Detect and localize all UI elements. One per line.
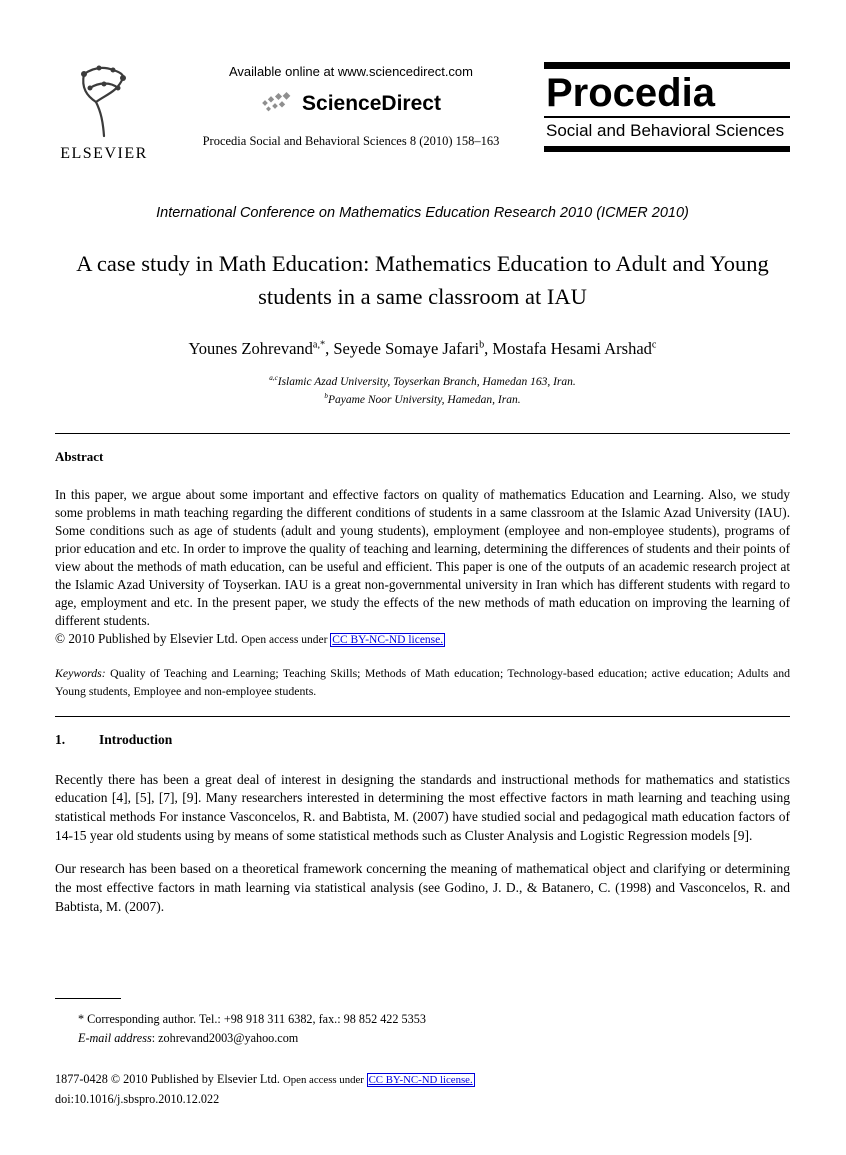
email-label: E-mail address xyxy=(78,1031,152,1045)
imprint-footer xyxy=(55,1072,790,1107)
sciencedirect-logo xyxy=(158,91,544,117)
banner-bottom-rule xyxy=(544,146,790,152)
affiliations xyxy=(55,374,790,410)
footnote-block xyxy=(55,998,790,1046)
sciencedirect-icon xyxy=(261,91,295,117)
available-online-text: Available online at www.sciencedirect.com xyxy=(229,64,473,79)
open-access-text: Open access under CC BY-NC-ND license. xyxy=(241,633,444,646)
author-affil-marker: c xyxy=(651,339,657,351)
paragraph: Recently there has been a great deal of interest in designing the standards and instructional methods for mathematics and statistics education [4], [5], [7], [9]. Many researchers interested in determining the most effective factors in math learning and teaching using statistical methods For instance Vasconcelos, R. and Babtista, M. (2007) have studied social and pedagogical math education factors of 14-15 year old students using by means of some statistical methods such as Cluster Analysis and Logistic Regression models [9]. xyxy=(55,771,790,844)
section-1-heading xyxy=(55,732,790,748)
banner-top-rule xyxy=(544,62,790,69)
separator-rule xyxy=(55,433,790,434)
author: , Mostafa Hesami Arshad$^c$ xyxy=(484,339,657,359)
author-affil-marker: b xyxy=(479,339,485,351)
journal-header xyxy=(50,62,790,163)
cc-license-link-footer[interactable]: CC BY-NC-ND license. xyxy=(368,1074,473,1086)
keywords-line xyxy=(55,665,790,700)
affiliation: $^b$Payame Noor University, Hamedan, Iran. xyxy=(324,392,521,407)
elsevier-tree-icon xyxy=(63,62,145,138)
author-line xyxy=(55,339,790,359)
footnote-rule xyxy=(55,998,121,999)
email-value: : zohrevand2003@yahoo.com xyxy=(151,1031,299,1045)
sciencedirect-logo-text: ScienceDirect xyxy=(302,92,441,115)
email-note xyxy=(55,1031,790,1046)
imprint-text: 1877-0428 © 2010 Published by Elsevier Ltd. xyxy=(55,1072,280,1086)
keywords-label: Keywords: xyxy=(55,666,106,681)
keywords-text: Quality of Teaching and Learning; Teaching Skills; Methods of Math education; Technology-based education; active education; Adults and Young students, Employee and non-employee students. xyxy=(55,666,790,698)
open-access-text: Open access under CC BY-NC-ND license. xyxy=(282,1074,473,1086)
separator-rule xyxy=(55,716,790,717)
conference-line: International Conference on Mathematics Education Research 2010 (ICMER 2010) xyxy=(156,205,689,221)
author: Younes Zohrevand$^{a,*}$ xyxy=(188,339,326,359)
section-title: Introduction xyxy=(99,731,173,747)
abstract-heading: Abstract xyxy=(55,448,104,464)
section-number: 1. xyxy=(55,731,66,747)
paragraph: Our research has been based on a theoretical framework concerning the meaning of mathematical object and clarifying or determining the most effective factors in math learning via statistical analysis (see Godino, J. D., & Batanero, C. (1998) and Vasconcelos, R. and Babtista, M. (2007). xyxy=(55,861,790,914)
journal-citation: Procedia Social and Behavioral Sciences 8 (2010) 158–163 xyxy=(202,134,500,148)
journal-subtitle: Social and Behavioral Sciences xyxy=(546,121,785,140)
copyright-text: © 2010 Published by Elsevier Ltd. xyxy=(55,630,238,646)
journal-name: Procedia xyxy=(546,71,715,115)
author-affil-marker: a,* xyxy=(312,339,326,351)
header-center xyxy=(158,62,544,163)
imprint-line xyxy=(55,1072,790,1087)
corresponding-author-note: * Corresponding author. Tel.: +98 918 311 6382, fax.: 98 852 422 5353 xyxy=(78,1012,426,1026)
cc-license-link[interactable]: CC BY-NC-ND license. xyxy=(332,633,444,646)
elsevier-logo-block xyxy=(50,62,158,163)
doi-line: doi:10.1016/j.sbspro.2010.12.022 xyxy=(55,1092,220,1106)
procedia-banner xyxy=(544,62,790,163)
copyright-line xyxy=(55,630,790,649)
affiliation: $^{a,c}$Islamic Azad University, Toyserkan Branch, Hamedan 163, Iran. xyxy=(269,374,576,389)
article-title: A case study in Math Education: Mathematics Education to Adult and Young students in a same classroom at IAU xyxy=(76,251,769,309)
author: , Seyede Somaye Jafari$^b$ xyxy=(325,339,485,359)
elsevier-logo-text: ELSEVIER xyxy=(60,145,148,162)
abstract-text: In this paper, we argue about some important and effective factors on quality of mathematics Education and Learning. Also, we study some problems in math teaching regarding the different conditions of students in a same classroom at the Islamic Azad University (IAU). Some conditions such as age of students (adult and young students), employment (employee and non-employee students), programs of prior education and etc. In order to improve the quality of teaching and learning, determining the differences of students and their points of view about the methods of math education, can be useful and efficient. This paper is one of the outputs of an academic research project at the Islamic Azad University of Toyserkan. IAU is a great non-governmental university in Iran which has different students with regard to age, employment and etc. In the present paper, we study the effects of the new methods of math education on improving the learning of different students. xyxy=(55,486,790,628)
